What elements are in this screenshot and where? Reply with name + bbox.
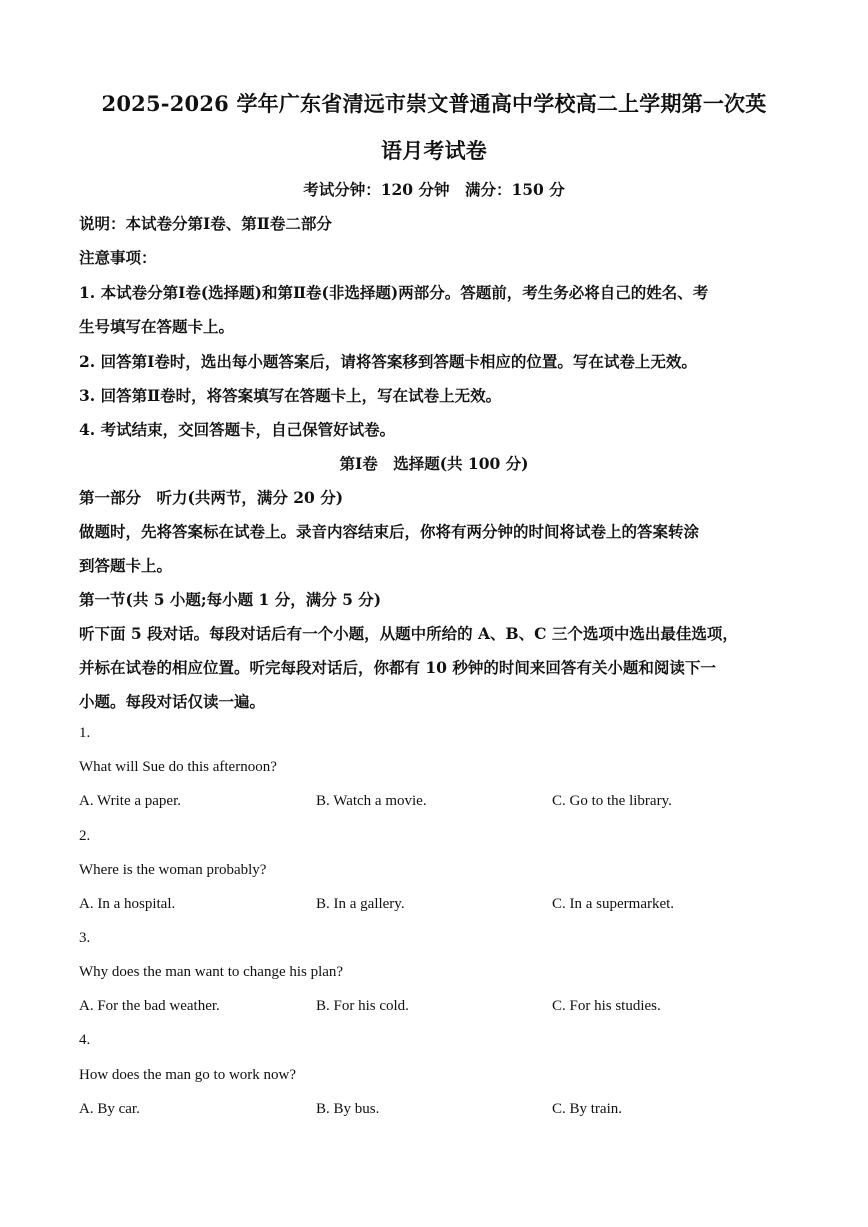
sub1-description-cont1: 并标在试卷的相应位置。听完每段对话后，你都有 10 秒钟的时间来回答有关小题和阅读下一	[79, 658, 716, 677]
question-number: 3.	[79, 930, 91, 946]
option-a: A. Write a paper.	[79, 793, 181, 809]
instruction-item-1: 1. 本试卷分第Ⅰ卷(选择题)和第Ⅱ卷(非选择题)两部分。答题前，考生务必将自己的姓名、考	[79, 283, 709, 302]
option-b: B. For his cold.	[316, 998, 409, 1014]
part1-description: 做题时，先将答案标在试卷上。录音内容结束后，你将有两分钟的时间将试卷上的答案转涂	[79, 522, 700, 541]
sub1-description: 听下面 5 段对话。每段对话后有一个小题，从题中所给的 A、B、C 三个选项中选出最佳选项，	[79, 624, 738, 643]
question-number: 2.	[79, 828, 91, 844]
question-text: How does the man go to work now?	[79, 1067, 297, 1083]
exam-title-line1: 2025-2026 学年广东省清远市崇文普通高中学校高二上学期第一次英	[101, 91, 767, 116]
option-c: C. For his studies.	[552, 998, 661, 1014]
instruction-item-1-cont: 生号填写在答题卡上。	[79, 317, 235, 336]
option-a: A. By car.	[79, 1101, 140, 1117]
option-c: C. By train.	[552, 1101, 622, 1117]
option-b: B. By bus.	[316, 1101, 380, 1117]
option-a: A. In a hospital.	[79, 896, 176, 912]
option-c: C. In a supermarket.	[552, 896, 675, 912]
sub1-description-cont2: 小题。每段对话仅读一遍。	[79, 692, 266, 711]
exam-note: 说明：本试卷分第Ⅰ卷、第Ⅱ卷二部分	[79, 214, 332, 233]
question-text: What will Sue do this afternoon?	[79, 759, 277, 775]
question-text: Why does the man want to change his plan?	[79, 964, 344, 980]
question-text: Where is the woman probably?	[79, 862, 267, 878]
instruction-item-3: 3. 回答第Ⅱ卷时，将答案填写在答题卡上，写在试卷上无效。	[79, 386, 502, 405]
part1-title: 第一部分 听力(共两节，满分 20 分)	[79, 488, 344, 507]
exam-meta: 考试分钟：120 分钟 满分：150 分	[303, 180, 565, 199]
sub1-title: 第一节(共 5 小题;每小题 1 分，满分 5 分)	[79, 590, 382, 609]
option-b: B. In a gallery.	[316, 896, 405, 912]
exam-title-line2: 语月考试卷	[381, 138, 487, 163]
option-a: A. For the bad weather.	[79, 998, 220, 1014]
instruction-item-2: 2. 回答第Ⅰ卷时，选出每小题答案后，请将答案移到答题卡相应的位置。写在试卷上无效。	[79, 352, 697, 371]
option-c: C. Go to the library.	[552, 793, 672, 809]
question-number: 4.	[79, 1032, 91, 1048]
option-b: B. Watch a movie.	[316, 793, 427, 809]
attention-heading: 注意事项：	[79, 248, 157, 267]
instruction-item-4: 4. 考试结束，交回答题卡，自己保管好试卷。	[79, 420, 396, 439]
question-number: 1.	[79, 725, 91, 741]
part1-description-cont: 到答题卡上。	[79, 556, 173, 575]
volume-title: 第Ⅰ卷 选择题(共 100 分)	[339, 454, 529, 473]
